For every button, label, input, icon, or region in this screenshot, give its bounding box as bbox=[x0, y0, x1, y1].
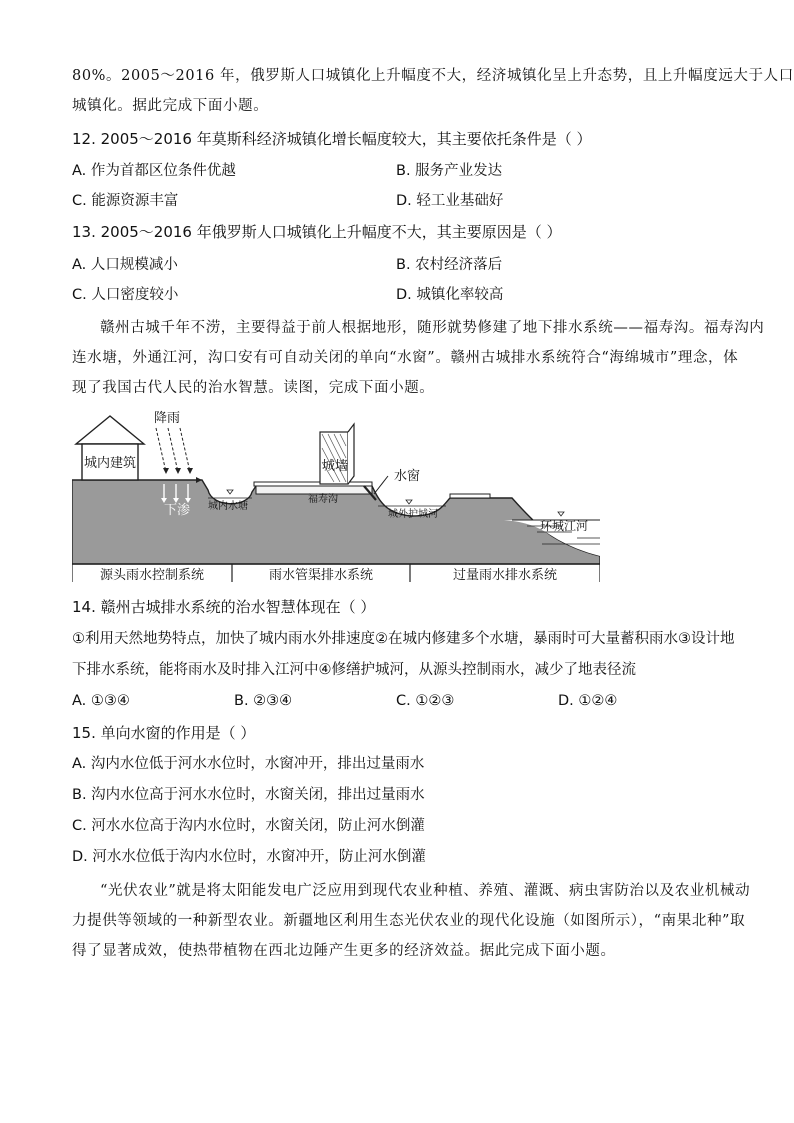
q14-stem: 14. 赣州古城排水系统的治水智慧体现在（ ） bbox=[72, 598, 376, 616]
q12-option-a[interactable]: A. 作为首都区位条件优越 bbox=[72, 163, 236, 179]
q12-stem: 12. 2005～2016 年莫斯科经济城镇化增长幅度较大，其主要依托条件是（ ） bbox=[72, 130, 592, 148]
q14-option-c[interactable]: C. ①②③ bbox=[396, 693, 455, 709]
q12-option-b[interactable]: B. 服务产业发达 bbox=[396, 163, 503, 179]
q13-option-a[interactable]: A. 人口规模减小 bbox=[72, 257, 178, 273]
q14-statement-line-1: ①利用天然地势特点，加快了城内雨水外排速度②在城内修建多个水塘，暴雨时可大量蓄积雨水③设计地 bbox=[72, 631, 735, 647]
pond-label: 城内水塘 bbox=[208, 501, 248, 512]
q15-option-d[interactable]: D. 河水水位低于沟内水位时，水窗冲开，防止河水倒灌 bbox=[72, 849, 426, 865]
q14-option-a[interactable]: A. ①③④ bbox=[72, 693, 130, 709]
river-label: 环城江河 bbox=[540, 519, 589, 533]
window-label: 水窗 bbox=[394, 469, 421, 484]
q15-option-a[interactable]: A. 沟内水位低于河水水位时，水窗冲开，排出过量雨水 bbox=[72, 756, 425, 772]
intro-line-2: 城镇化。据此完成下面小题。 bbox=[72, 98, 269, 114]
fushougou-label: 福寿沟 bbox=[308, 494, 338, 505]
drainage-diagram bbox=[72, 404, 600, 586]
passage2-line-3: 现了我国古代人民的治水智慧。读图，完成下面小题。 bbox=[72, 380, 435, 396]
q14-option-b[interactable]: B. ②③④ bbox=[234, 693, 293, 709]
system-3-label: 过量雨水排水系统 bbox=[452, 568, 558, 583]
intro-line-1: 80%。2005～2016 年，俄罗斯人口城镇化上升幅度不大，经济城镇化呈上升态势，且上升幅度远大于人口 bbox=[72, 68, 794, 84]
passage3-line-1: “光伏农业”就是将太阳能发电广泛应用到现代农业种植、养殖、灌溉、病虫害防治以及农业机械动 bbox=[100, 883, 751, 899]
q14-option-d[interactable]: D. ①②④ bbox=[558, 693, 618, 709]
q13-option-d[interactable]: D. 城镇化率较高 bbox=[396, 287, 504, 303]
system-1-label: 源头雨水控制系统 bbox=[99, 568, 205, 583]
infiltrate-label: 下渗 bbox=[164, 503, 191, 518]
moat-label: 城外护城河 bbox=[388, 509, 438, 520]
q15-stem: 15. 单向水窗的作用是（ ） bbox=[72, 724, 256, 742]
rain-label: 降雨 bbox=[154, 411, 181, 426]
q15-option-b[interactable]: B. 沟内水位高于河水水位时，水窗关闭，排出过量雨水 bbox=[72, 787, 425, 803]
passage3-line-3: 得了显著成效，使热带植物在西北边陲产生更多的经济效益。据此完成下面小题。 bbox=[72, 943, 616, 959]
passage3-line-2: 力提供等领域的一种新型农业。新疆地区利用生态光伏农业的现代化设施（如图所示），“南果北种”取 bbox=[72, 913, 746, 929]
system-2-label: 雨水管渠排水系统 bbox=[268, 568, 374, 583]
q14-statement-line-2: 下排水系统，能将雨水及时排入江河中④修缮护城河，从源头控制雨水，减少了地表径流 bbox=[72, 662, 636, 678]
q15-option-c[interactable]: C. 河水水位高于沟内水位时，水窗关闭，防止河水倒灌 bbox=[72, 818, 425, 834]
q13-stem: 13. 2005～2016 年俄罗斯人口城镇化上升幅度不大，其主要原因是（ ） bbox=[72, 223, 562, 241]
passage2-line-1: 赣州古城千年不涝，主要得益于前人根据地形，随形就势修建了地下排水系统——福寿沟。福寿沟内 bbox=[100, 320, 765, 336]
q13-option-c[interactable]: C. 人口密度较小 bbox=[72, 287, 179, 303]
q12-option-d[interactable]: D. 轻工业基础好 bbox=[396, 193, 504, 209]
passage2-line-2: 连水塘，外通江河，沟口安有可自动关闭的单向“水窗”。赣州古城排水系统符合“海绵城市”理念，体 bbox=[72, 350, 739, 366]
building-label: 城内建筑 bbox=[84, 456, 137, 471]
q13-option-b[interactable]: B. 农村经济落后 bbox=[396, 257, 503, 273]
drainage-diagram-svg bbox=[72, 404, 600, 586]
wall-label: 城墙 bbox=[322, 459, 349, 474]
q12-option-c[interactable]: C. 能源资源丰富 bbox=[72, 193, 179, 209]
